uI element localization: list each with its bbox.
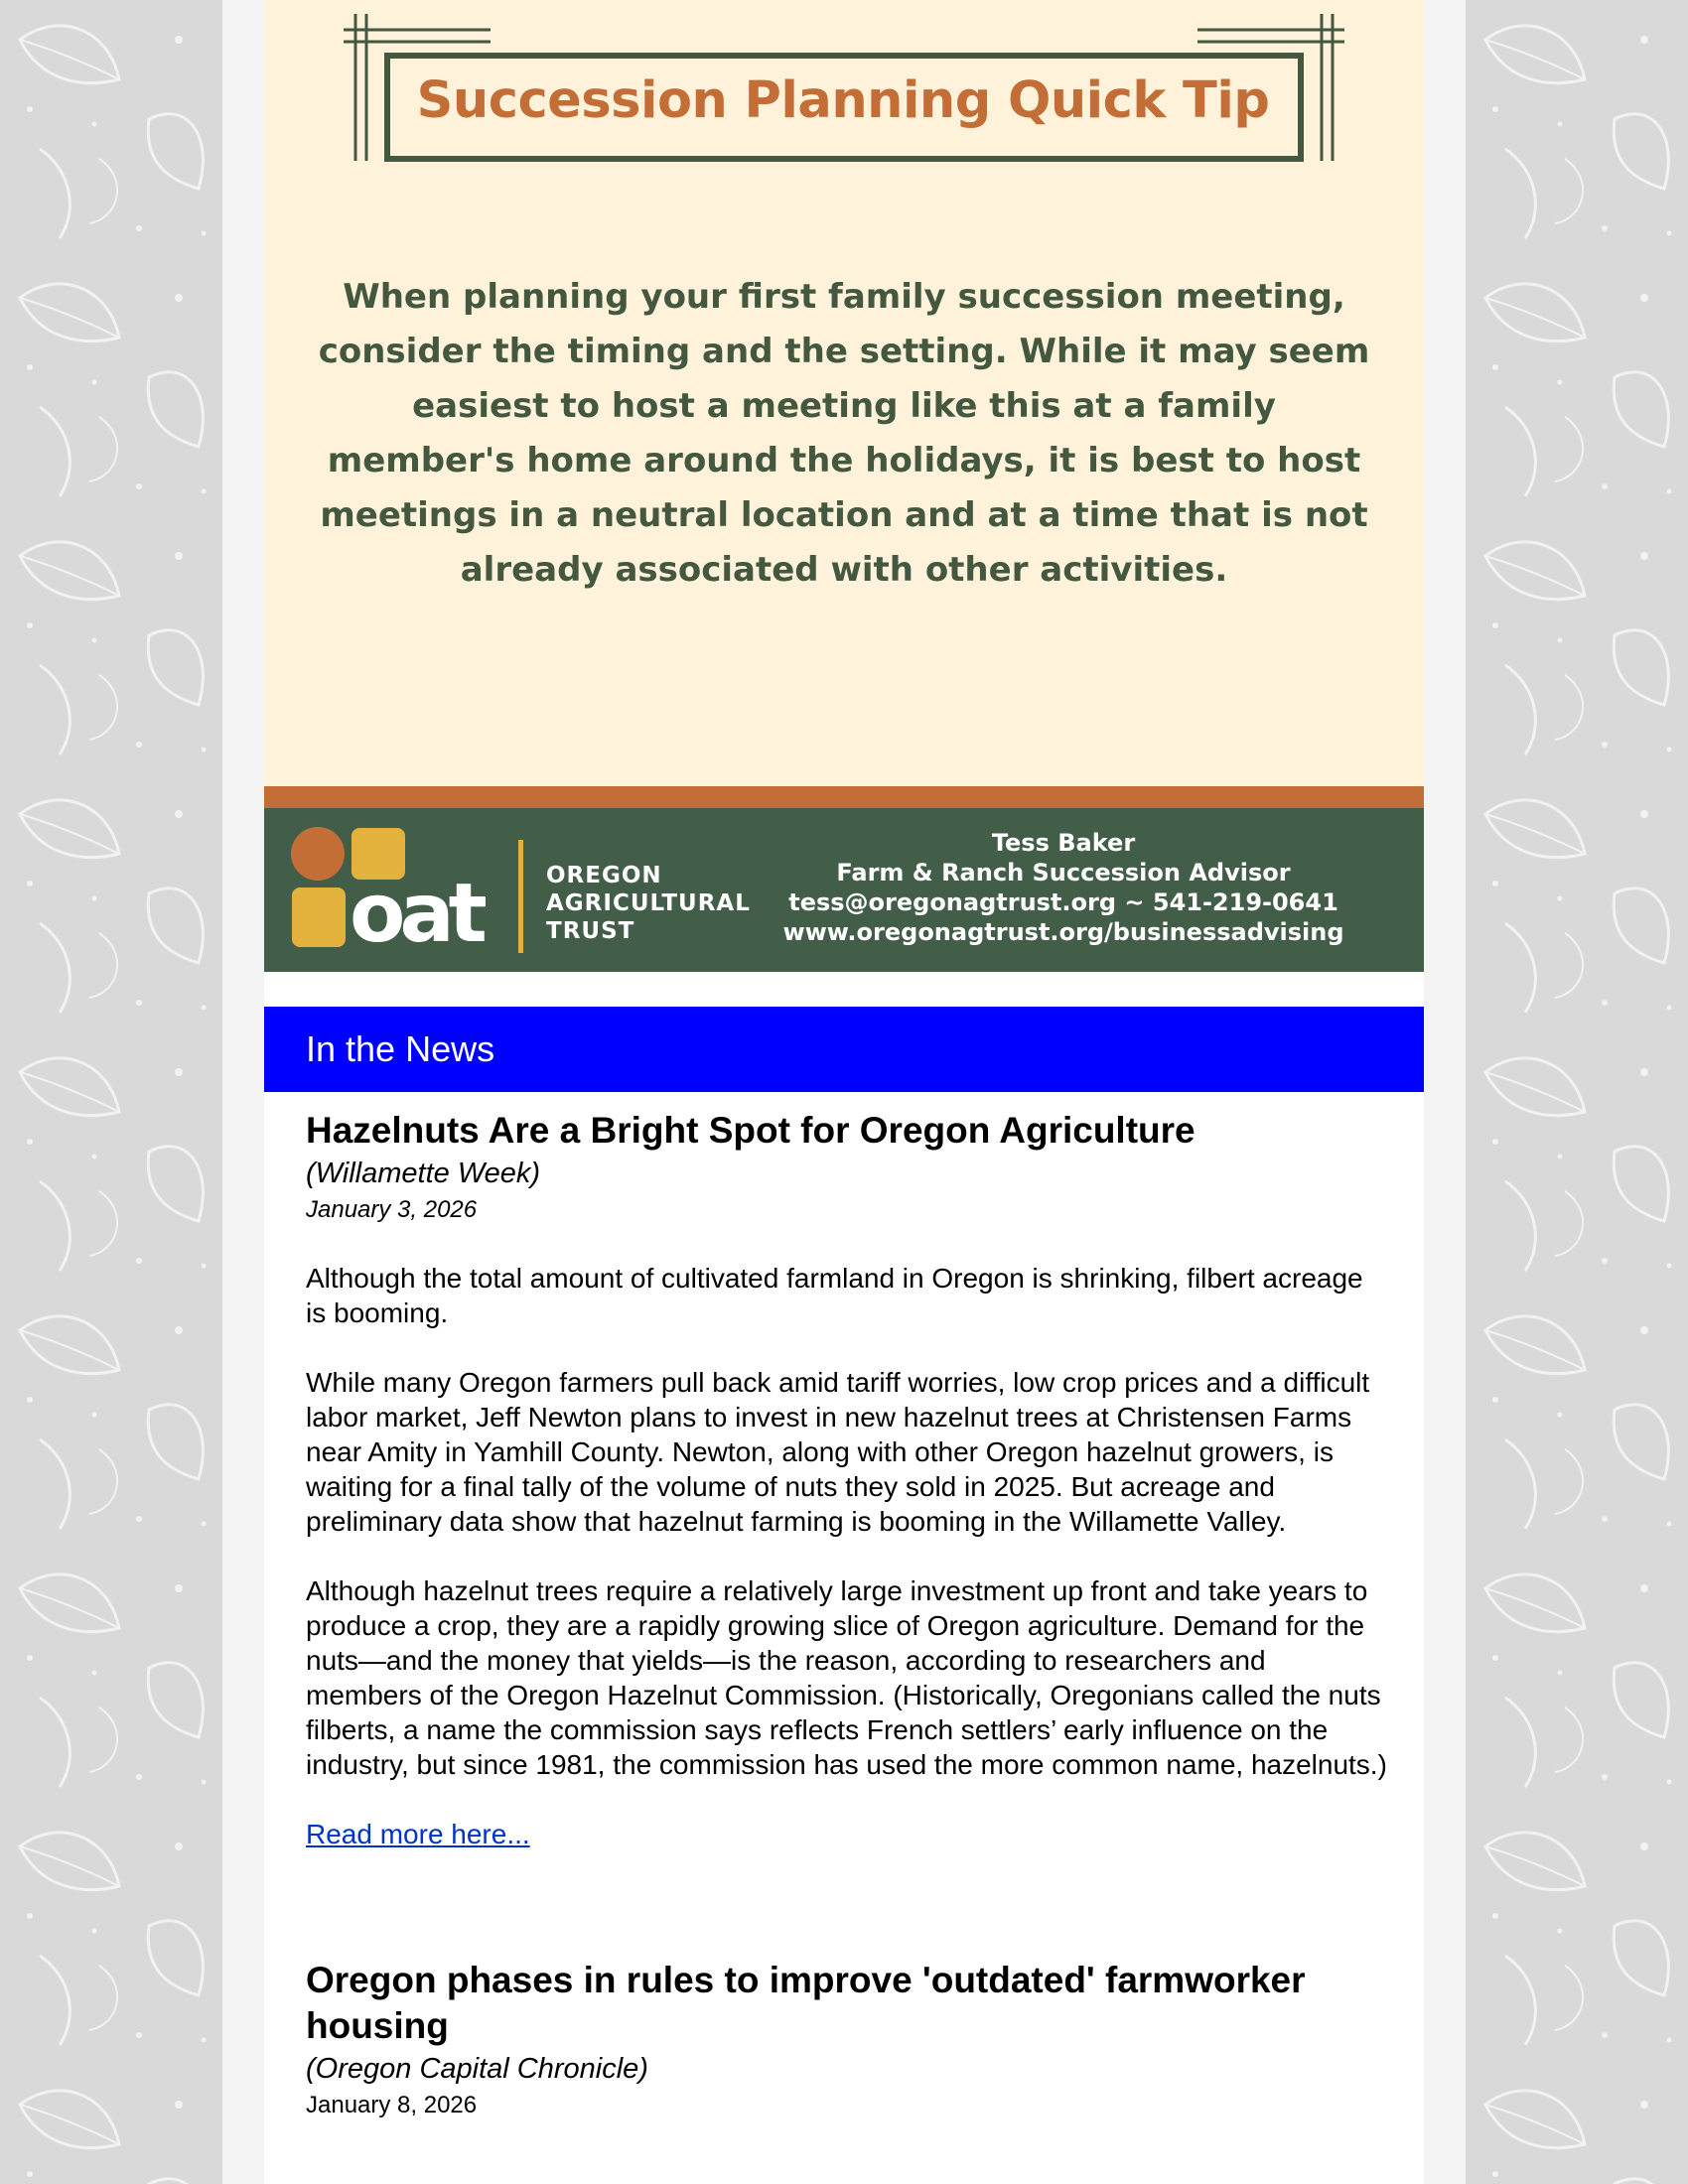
article-title: Oregon phases in rules to improve 'outdated' farmworker housing xyxy=(306,1960,1306,2046)
article-source: (Oregon Capital Chronicle) xyxy=(306,2053,648,2085)
article-title: Hazelnuts Are a Bright Spot for Oregon Agriculture xyxy=(306,1110,1196,1151)
org-name-line: AGRICULTURAL xyxy=(546,890,751,916)
tip-body-line: member's home around the holidays, it is best to host xyxy=(327,441,1361,480)
article-paragraph: Although hazelnut trees require a relatively large investment up front and take years to produce a crop, they are a rapidly growing slice of Oregon agriculture. Demand for the nuts—and the money that yields—is the reason, according to researchers and members of the Oregon Hazelnut Commission. (Historically, Oregonians called the nuts filberts, a name the commission says reflects French settlers’ early influence on the industry, but since 1981, the commission has used the more common name, hazelnuts.) xyxy=(306,1575,1387,1780)
article-source: (Willamette Week) xyxy=(306,1158,541,1189)
tip-body-line: meetings in a neutral location and at a time that is not xyxy=(320,495,1368,535)
article-date: January 8, 2026 xyxy=(306,2092,478,2118)
tip-body-line: already associated with other activities. xyxy=(460,550,1228,590)
tip-body xyxy=(304,270,1384,598)
article-paragraph: While many Oregon farmers pull back amid tariff worries, low crop prices and a difficult labor market, Jeff Newton plans to invest in new hazelnut trees at Christensen Farms near Amity in Yamhill County. Newton, along with other Oregon hazelnut growers, is waiting for a final tally of the volume of nuts they sold in 2025. But acreage and preliminary data show that hazelnut farming is booming in the Willamette Valley. xyxy=(306,1367,1370,1537)
advisor-title: Farm & Ranch Succession Advisor xyxy=(836,859,1291,887)
background-pattern-right xyxy=(1466,0,1688,2184)
advisor-name: Tess Baker xyxy=(991,829,1136,857)
news-section-header xyxy=(264,1007,1424,1092)
oat-logo-wordmark: oat xyxy=(350,867,482,955)
advisor-contact xyxy=(780,828,1346,947)
news-article xyxy=(306,1958,1388,2122)
accent-divider xyxy=(264,786,1424,808)
email-outer-wrapper xyxy=(222,0,1466,2184)
org-name xyxy=(546,862,751,945)
advisor-email-phone: tess@oregonagtrust.org ~ 541-219-0641 xyxy=(788,888,1338,916)
org-name-line: OREGON xyxy=(546,863,662,888)
news-section-title: In the News xyxy=(306,1028,495,1069)
article-date: January 3, 2026 xyxy=(306,1196,478,1223)
background-pattern-left xyxy=(0,0,222,2184)
quick-tip-card xyxy=(264,0,1424,786)
oat-logo xyxy=(290,826,500,955)
article-paragraph: Although the total amount of cultivated farmland in Oregon is shrinking, filbert acreage is booming. xyxy=(306,1263,1363,1328)
org-name-line: TRUST xyxy=(546,918,635,944)
tip-body-line: When planning your first family succession meeting, xyxy=(343,277,1345,317)
read-more-link[interactable]: Read more here... xyxy=(306,1819,530,1849)
tip-title: Succession Planning Quick Tip xyxy=(416,71,1270,130)
tip-body-line: consider the timing and the setting. While it may seem xyxy=(318,332,1370,371)
contact-banner xyxy=(264,808,1424,972)
news-article xyxy=(306,1108,1388,1851)
logo-divider xyxy=(518,840,523,953)
advisor-website: www.oregonagtrust.org/businessadvising xyxy=(782,918,1344,946)
email-content xyxy=(264,0,1424,2184)
tip-body-line: easiest to host a meeting like this at a family xyxy=(412,386,1276,426)
